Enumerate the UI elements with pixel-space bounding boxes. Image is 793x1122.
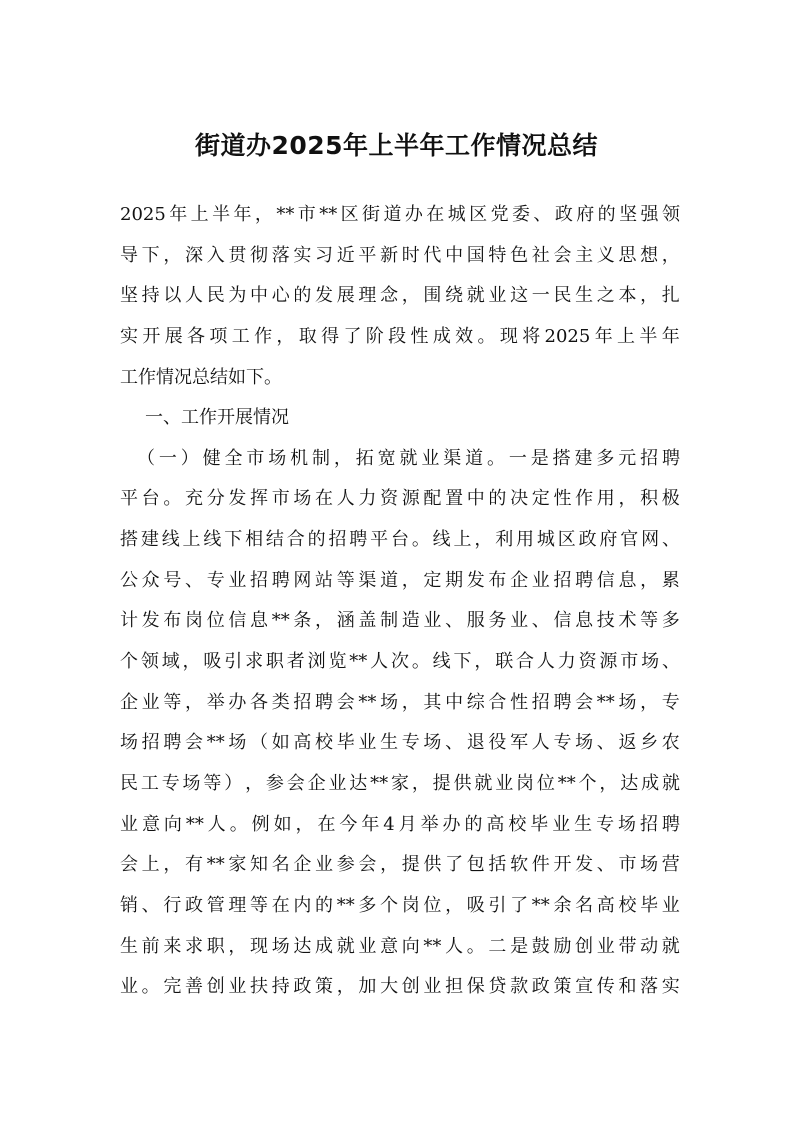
paragraph-line: 平 台 。 充 分 发 挥 市 场 在 人 力 资 源 配 置 中 的 决 定 性 作 用 ， 积 极 xyxy=(120,488,680,510)
paragraph-line: 民 工 专 场 等 ） ， 参 会 企 业 达 ** 家 ， 提 供 就 业 岗 位 ** 个 ， 达 成 就 xyxy=(120,772,680,794)
paragraph-line: 搭 建 线 上 线 下 相 结 合 的 招 聘 平 台 。 线 上 ， 利 用 城 区 政 府 官 网 、 xyxy=(120,529,680,551)
paragraph-line: 业 意 向 ** 人 。 例 如 ， 在 今 年 4 月 举 办 的 高 校 毕 业 生 专 场 招 聘 xyxy=(120,813,680,835)
section-heading: 一、工作开展情况 xyxy=(145,407,289,429)
paragraph-line: 实 开 展 各 项 工 作 ， 取 得 了 阶 段 性 成 效 。 现 将 2025 年 上 半 年 xyxy=(120,325,680,347)
paragraph-line: 导 下 ， 深 入 贯 彻 落 实 习 近 平 新 时 代 中 国 特 色 社 会 主 义 思 想 ， xyxy=(120,244,680,266)
paragraph-line: 生 前 来 求 职 ， 现 场 达 成 就 业 意 向 ** 人 。 二 是 鼓 励 创 业 带 动 就 xyxy=(120,935,680,957)
paragraph-line: （ 一 ） 健 全 市 场 机 制 ， 拓 宽 就 业 渠 道 。 一 是 搭 建 多 元 招 聘 xyxy=(137,447,680,469)
paragraph-line: 业 。 完 善 创 业 扶 持 政 策 ， 加 大 创 业 担 保 贷 款 政 策 宣 传 和 落 实 xyxy=(120,976,680,998)
document-body xyxy=(120,195,680,1008)
paragraph-line: 坚 持 以 人 民 为 中 心 的 发 展 理 念 ， 围 绕 就 业 这 一 民 生 之 本 ， 扎 xyxy=(120,285,680,307)
paragraph-line: 2025 年 上 半 年 ， ** 市 ** 区 街 道 办 在 城 区 党 委 、 政 府 的 坚 强 领 xyxy=(120,204,680,225)
paragraph-line: 工作情况总结如下。 xyxy=(120,366,282,388)
paragraph-line: 公 众 号 、 专 业 招 聘 网 站 等 渠 道 ， 定 期 发 布 企 业 招 聘 信 息 ， 累 xyxy=(120,569,680,591)
paragraph-line: 会 上 ， 有 ** 家 知 名 企 业 参 会 ， 提 供 了 包 括 软 件 开 发 、 市 场 营 xyxy=(120,854,680,876)
paragraph-line: 销 、 行 政 管 理 等 在 内 的 ** 多 个 岗 位 ， 吸 引 了 ** 余 名 高 校 毕 业 xyxy=(120,894,680,916)
paragraph-line: 计 发 布 岗 位 信 息 ** 条 ， 涵 盖 制 造 业 、 服 务 业 、 信 息 技 术 等 多 xyxy=(120,610,680,632)
document-title: 街道办2025年上半年工作情况总结 xyxy=(194,131,599,160)
paragraph-line: 个 领 域 ， 吸 引 求 职 者 浏 览 ** 人 次 。 线 下 ， 联 合 人 力 资 源 市 场 、 xyxy=(120,651,680,673)
paragraph-line: 企 业 等 ， 举 办 各 类 招 聘 会 ** 场 ， 其 中 综 合 性 招 聘 会 ** 场 ， 专 xyxy=(120,691,680,713)
paragraph-line: 场 招 聘 会 ** 场 （ 如 高 校 毕 业 生 专 场 、 退 役 军 人 专 场 、 返 乡 农 xyxy=(120,732,680,754)
